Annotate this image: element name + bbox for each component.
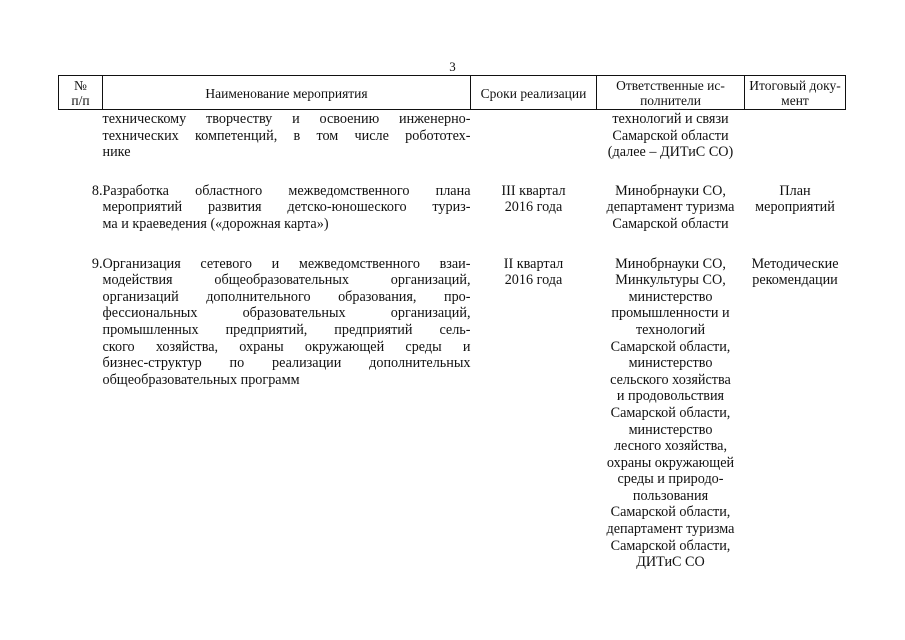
header-document-line: Итоговый доку- <box>749 78 841 93</box>
text-line: технологий <box>635 321 706 338</box>
text-line: и продовольствия <box>616 388 725 405</box>
text-line: технологий и связи <box>612 111 729 127</box>
text-line: Самарской области <box>612 127 729 144</box>
text-line: Самарской области, <box>610 338 731 355</box>
text-line: 2016 года <box>504 199 563 216</box>
text-line: 2016 года <box>504 272 563 289</box>
text-line: ма и краеведения («дорожная карта») <box>102 215 329 232</box>
text-line: организаций дополнительного образования, про- <box>102 288 471 305</box>
table-row <box>59 183 846 256</box>
table-row <box>59 110 846 183</box>
text-line: ДИТиС СО <box>636 554 705 571</box>
event-name <box>103 183 471 256</box>
row-number: 8. <box>91 182 103 199</box>
text-line: Самарской области, <box>610 504 731 521</box>
text-line: Минобрнауки СО, <box>615 182 726 199</box>
text-line: охраны окружающей <box>606 454 735 471</box>
row-number: 9. <box>91 255 103 272</box>
header-event-name: Наименование мероприятия <box>103 76 471 110</box>
term-cell <box>471 256 597 571</box>
table-body <box>59 110 846 571</box>
text-line: департамент туризма <box>606 199 735 216</box>
text-line: модействия общеобразовательных организаций, <box>102 272 471 289</box>
header-number <box>59 76 103 110</box>
text-line: Минобрнауки СО, <box>615 255 726 272</box>
text-line: департамент туризма <box>606 521 735 538</box>
text-line: пользования <box>632 487 709 504</box>
executors <box>597 256 745 571</box>
text-line: Разработка областного межведомственного плана <box>102 182 471 199</box>
table-row <box>59 256 846 571</box>
text-line: План <box>779 182 811 199</box>
executors <box>597 110 745 183</box>
text-line: министерство <box>628 421 713 438</box>
text-line: (далее – ДИТиС СО) <box>607 144 734 161</box>
text-line: Самарской области, <box>610 404 731 421</box>
final-document-cell <box>745 256 846 571</box>
text-line: Минкультуры СО, <box>615 272 726 289</box>
table-header <box>59 76 846 110</box>
text-line: бизнес-структур по реализации дополнительных <box>102 355 471 372</box>
text-line: фессиональных образовательных организаций, <box>102 305 471 322</box>
term-cell <box>471 110 597 183</box>
text-line: техническому творчеству и освоению инженерно- <box>102 111 471 127</box>
text-line: нике <box>102 144 131 161</box>
header-document-line: мент <box>781 93 809 108</box>
header-number-line: № <box>74 78 87 93</box>
term-cell <box>471 183 597 256</box>
row-number <box>59 110 103 183</box>
text-line: рекомендации <box>752 272 838 289</box>
final-document-cell <box>745 110 846 183</box>
text-line: II квартал <box>503 255 564 272</box>
header-executors-line: полнители <box>640 93 701 108</box>
text-line: III квартал <box>501 182 566 199</box>
header-executors <box>597 76 745 110</box>
text-line: среды и природо- <box>617 471 724 488</box>
event-name <box>103 256 471 571</box>
text-line: промышленных предприятий, предприятий сель- <box>102 321 471 338</box>
text-line: Организация сетевого и межведомственного взаи- <box>102 255 471 272</box>
text-line: министерство <box>628 355 713 372</box>
header-number-line: п/п <box>71 93 90 108</box>
text-line: технических компетенций, в том числе робототех- <box>102 127 471 144</box>
text-line: мероприятий развития детско-юношеского туриз- <box>102 199 471 216</box>
text-line: ского хозяйства, охраны окружающей среды и <box>102 338 471 355</box>
text-line: лесного хозяйства, <box>613 438 728 455</box>
text-line: Самарской области, <box>610 537 731 554</box>
header-executors-line: Ответственные ис- <box>616 78 725 93</box>
text-line: Методические <box>751 255 839 272</box>
header-final-document <box>745 76 846 110</box>
page-number: 3 <box>449 59 456 74</box>
text-line: общеобразовательных программ <box>102 371 300 388</box>
text-line: промышленности и <box>611 305 730 322</box>
event-name <box>103 110 471 183</box>
text-line: мероприятий <box>755 199 835 216</box>
text-line: министерство <box>628 288 713 305</box>
final-document-cell <box>745 183 846 256</box>
events-table <box>58 75 846 571</box>
text-line: Самарской области <box>612 215 729 232</box>
executors <box>597 183 745 256</box>
text-line: сельского хозяйства <box>610 371 731 388</box>
header-term: Сроки реализации <box>471 76 597 110</box>
